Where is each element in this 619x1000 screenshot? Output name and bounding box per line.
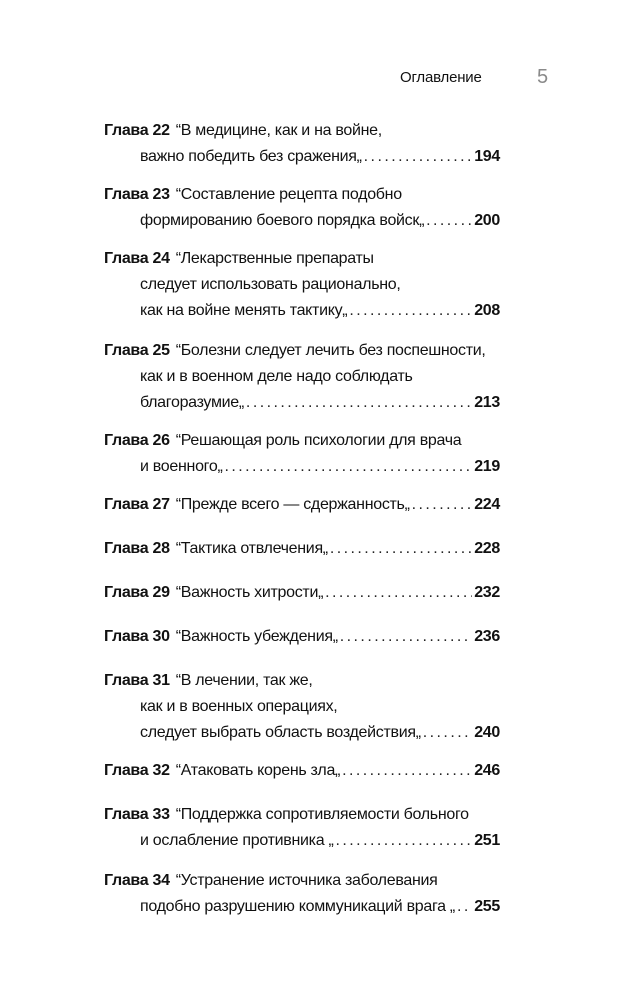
toc-entry[interactable] (104, 182, 500, 234)
chapter-title-line: и ослабление противника „ (140, 832, 334, 849)
toc-entry[interactable] (104, 428, 500, 480)
chapter-title-line: “Лекарственные препараты (175, 250, 374, 267)
page-ref: 208 (474, 302, 500, 319)
dot-leader (246, 390, 472, 416)
chapter-title-line: “Атаковать корень зла„ (175, 762, 341, 779)
chapter-title-line: как и в военном деле надо соблюдать (140, 368, 413, 385)
toc-entry[interactable] (104, 492, 500, 518)
dot-leader (330, 536, 472, 562)
dot-leader (349, 298, 472, 324)
chapter-title-line: “В медицине, как и на войне, (175, 122, 382, 139)
chapter-title-line: “Устранение источника заболевания (175, 872, 438, 889)
chapter-title-line: благоразумие„ (140, 394, 244, 411)
toc-entry[interactable] (104, 246, 500, 324)
page-ref: 251 (474, 832, 500, 849)
page-ref: 213 (474, 394, 500, 411)
chapter-label: Глава 24 (104, 250, 170, 267)
page-ref: 219 (474, 458, 500, 475)
page-header-title: Оглавление (400, 69, 482, 86)
chapter-title-line: как на войне менять тактику„ (140, 302, 348, 319)
toc-entry[interactable] (104, 868, 500, 920)
chapter-title-line: подобно разрушению коммуникаций врага „ (140, 898, 455, 915)
toc-entry[interactable] (104, 580, 500, 606)
chapter-title-line: “Важность хитрости„ (175, 584, 324, 601)
chapter-label: Глава 32 (104, 762, 170, 779)
chapter-title-line: “Болезни следует лечить без поспешности, (175, 342, 486, 359)
chapter-title-line: “Важность убеждения„ (175, 628, 338, 645)
chapter-label: Глава 27 (104, 496, 170, 513)
chapter-title-line: важно победить без сражения„ (140, 148, 362, 165)
chapter-title-line: формированию боевого порядка войск„ (140, 212, 425, 229)
dot-leader (325, 580, 472, 606)
page-ref: 228 (474, 540, 500, 557)
toc-entry[interactable] (104, 668, 500, 746)
toc-entry[interactable] (104, 624, 500, 650)
page-ref: 232 (474, 584, 500, 601)
dot-leader (423, 720, 472, 746)
chapter-title-line: как и в военных операциях, (140, 698, 338, 715)
dot-leader (364, 144, 473, 170)
chapter-title-line: “В лечении, так же, (175, 672, 313, 689)
page-number: 5 (537, 66, 549, 88)
dot-leader (336, 828, 473, 854)
chapter-label: Глава 23 (104, 186, 170, 203)
chapter-label: Глава 31 (104, 672, 170, 689)
dot-leader (340, 624, 472, 650)
chapter-title-line: “Составление рецепта подобно (175, 186, 402, 203)
chapter-label: Глава 26 (104, 432, 170, 449)
toc-entry[interactable] (104, 536, 500, 562)
chapter-title-line: “Решающая роль психологии для врача (175, 432, 462, 449)
page-ref: 194 (474, 148, 500, 165)
chapter-label: Глава 25 (104, 342, 170, 359)
dot-leader (457, 894, 472, 920)
chapter-title-line: “Тактика отвлечения„ (175, 540, 328, 557)
dot-leader (412, 492, 473, 518)
dot-leader (426, 208, 472, 234)
chapter-label: Глава 34 (104, 872, 170, 889)
toc-entry[interactable] (104, 802, 500, 854)
chapter-title-line: “Поддержка сопротивляемости больного (175, 806, 469, 823)
chapter-label: Глава 29 (104, 584, 170, 601)
page-ref: 200 (474, 212, 500, 229)
chapter-label: Глава 22 (104, 122, 170, 139)
page-ref: 246 (474, 762, 500, 779)
toc-entry[interactable] (104, 118, 500, 170)
page-ref: 224 (474, 496, 500, 513)
chapter-title-line: следует выбрать область воздействия„ (140, 724, 421, 741)
page-ref: 255 (474, 898, 500, 915)
chapter-title-line: “Прежде всего — сдержанность„ (175, 496, 410, 513)
chapter-label: Глава 28 (104, 540, 170, 557)
toc-entry[interactable] (104, 338, 500, 416)
chapter-title-line: следует использовать рационально, (140, 276, 401, 293)
chapter-title-line: и военного„ (140, 458, 223, 475)
chapter-label: Глава 33 (104, 806, 170, 823)
toc-entry[interactable] (104, 758, 500, 784)
chapter-label: Глава 30 (104, 628, 170, 645)
dot-leader (342, 758, 472, 784)
page-ref: 240 (474, 724, 500, 741)
page-ref: 236 (474, 628, 500, 645)
dot-leader (224, 454, 472, 480)
